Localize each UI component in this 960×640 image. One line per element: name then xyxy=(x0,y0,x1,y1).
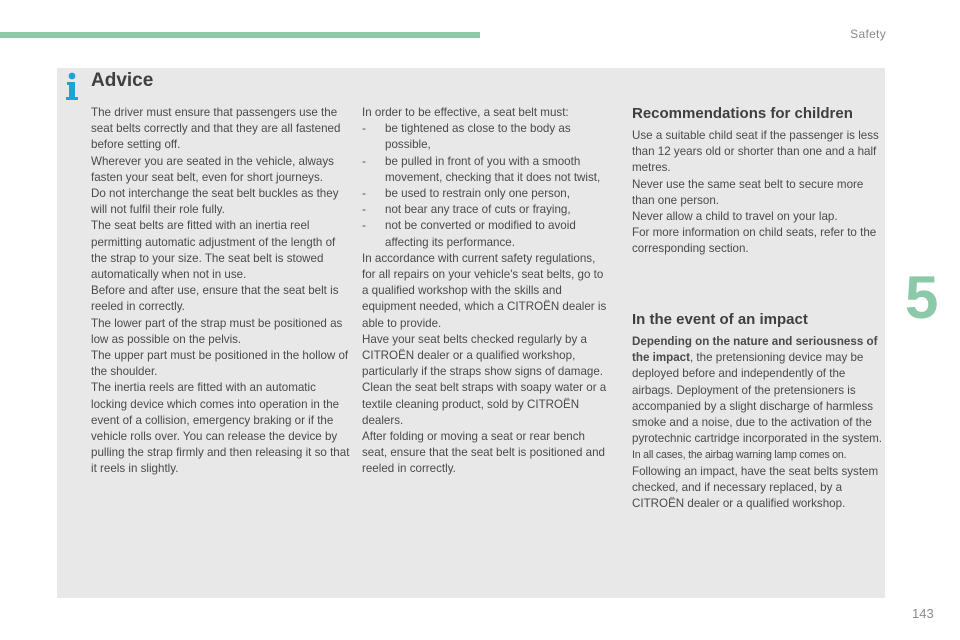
advice-column-1 xyxy=(91,105,351,478)
advice-column-2 xyxy=(362,105,610,478)
children-section xyxy=(632,128,884,258)
list-item: - be pulled in front of you with a smooth movement, checking that it does not twist, xyxy=(362,154,601,184)
paragraph: In accordance with current safety regulations, for all repairs on your vehicle's seat belts, go to a qualified workshop with the skills and equipment needed, which a CITROËN dealer is able to provide. xyxy=(362,251,607,330)
chapter-number: 5 xyxy=(905,264,939,331)
list-item: - be tightened as close to the body as possible, xyxy=(362,122,571,152)
paragraph: In order to be effective, a seat belt must: xyxy=(362,106,569,119)
paragraph: Use a suitable child seat if the passenger is less than 12 years old or shorter than one and a half metres. xyxy=(632,129,879,175)
paragraph: Never use the same seat belt to secure more than one person. xyxy=(632,177,864,207)
paragraph: The upper part must be positioned in the hollow of the shoulder. xyxy=(91,349,349,379)
paragraph: Depending on the nature and seriousness of the impact, the pretensioning device may be deployed before and independently of the airbags. Deployment of the pretensioners is accompanied by a slight discharge of harmless smoke and a noise, due to the activation of the pyrotechnic cartridge incorporated in the system. xyxy=(632,335,883,446)
airbag-note: In all cases, the airbag warning lamp comes on. xyxy=(632,449,847,462)
paragraph: Have your seat belts checked regularly by a CITROËN dealer or a qualified workshop, particularly if the straps show signs of damage. xyxy=(362,332,604,379)
paragraph: Do not interchange the seat belt buckles as they will not fulfil their role fully. xyxy=(91,187,339,217)
paragraph: The inertia reels are fitted with an automatic locking device which comes into operation in the event of a collision, emergency braking or if the vehicle rolls over. You can release the device by pulling the strap firmly and then releasing it so that it reels in slightly. xyxy=(91,381,350,476)
impact-section xyxy=(632,334,884,512)
paragraph: After folding or moving a seat or rear bench seat, ensure that the seat belt is positioned and reeled in correctly. xyxy=(362,430,605,476)
page-number: 143 xyxy=(912,606,934,621)
paragraph: Clean the seat belt straps with soapy water or a textile cleaning product, sold by CITROËN dealers. xyxy=(362,381,607,427)
children-heading: Recommendations for children xyxy=(632,105,853,122)
section-title: Safety xyxy=(850,27,886,41)
paragraph: Following an impact, have the seat belts system checked, and if necessary replaced, by a CITROËN dealer or a qualified workshop. xyxy=(632,464,879,511)
advice-title: Advice xyxy=(91,70,154,91)
info-icon xyxy=(61,70,83,102)
paragraph: Never allow a child to travel on your lap. xyxy=(632,210,838,224)
paragraph: The seat belts are fitted with an inertia reel permitting automatic adjustment of the length of the strap to your size. The seat belt is stowed automatically when not in use. xyxy=(91,219,336,282)
paragraph: The lower part of the strap must be positioned as low as possible on the pelvis. xyxy=(91,316,343,346)
list-item: - be used to restrain only one person, xyxy=(362,187,570,201)
paragraph: For more information on child seats, refer to the corresponding section. xyxy=(632,226,877,256)
list-item: - not bear any trace of cuts or fraying, xyxy=(362,203,571,217)
impact-heading: In the event of an impact xyxy=(632,311,808,328)
paragraph: Wherever you are seated in the vehicle, always fasten your seat belt, even for short journeys. xyxy=(91,154,334,184)
paragraph: Before and after use, ensure that the seat belt is reeled in correctly. xyxy=(91,284,339,314)
bold-lead: Depending on the nature and seriousness of the impact xyxy=(632,335,878,365)
header-accent-bar xyxy=(0,32,480,38)
paragraph: The driver must ensure that passengers use the seat belts correctly and that they are all fastened before setting off. xyxy=(91,106,341,152)
list-item: - not be converted or modified to avoid affecting its performance. xyxy=(362,219,576,249)
